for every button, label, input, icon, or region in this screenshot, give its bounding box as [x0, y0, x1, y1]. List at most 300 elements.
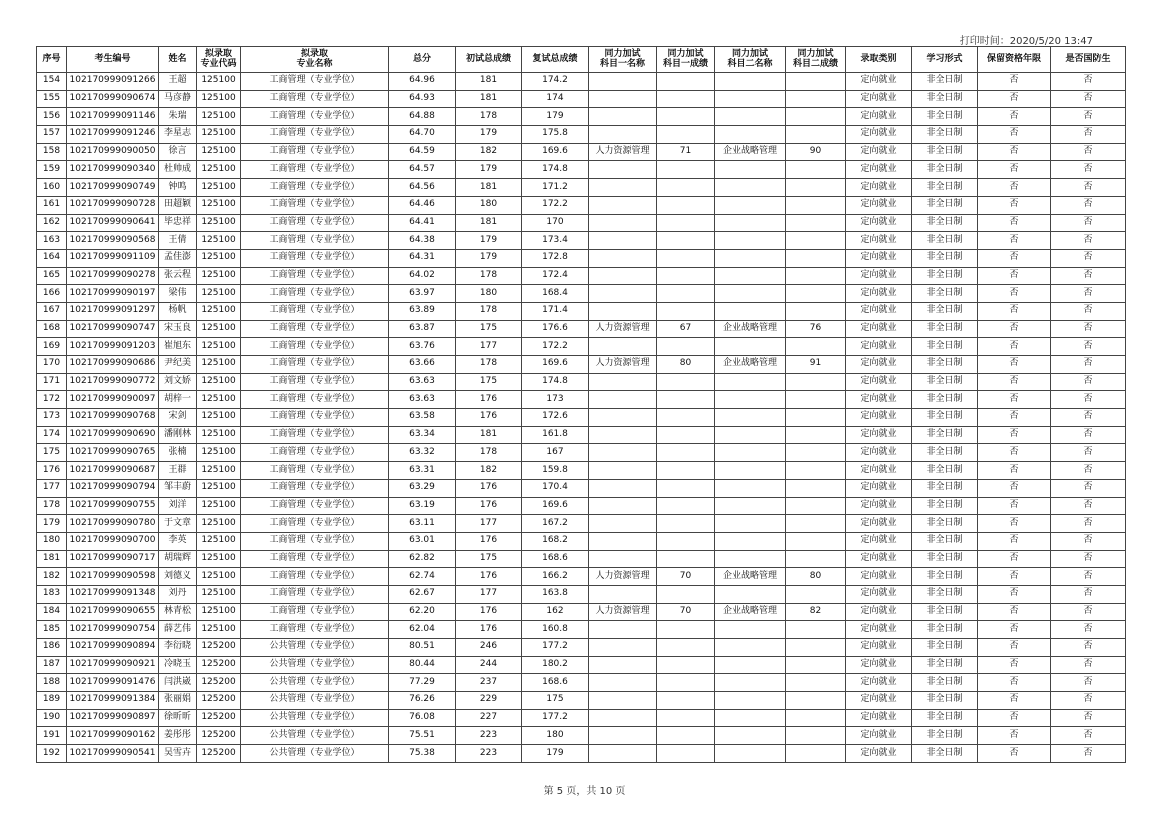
table-cell: 非全日制	[912, 285, 978, 303]
table-cell	[715, 179, 786, 197]
table-cell: 125100	[197, 585, 241, 603]
table-cell: 定向就业	[846, 532, 912, 550]
table-cell: 张楠	[159, 444, 197, 462]
table-cell: 非全日制	[912, 497, 978, 515]
table-cell: 180	[522, 727, 589, 745]
table-cell	[786, 161, 846, 179]
table-cell	[786, 426, 846, 444]
table-cell	[786, 621, 846, 639]
table-cell	[657, 161, 715, 179]
table-cell: 168	[37, 320, 67, 338]
table-cell: 定向就业	[846, 550, 912, 568]
table-cell	[657, 232, 715, 250]
table-cell: 102170999091384	[67, 692, 159, 710]
table-cell	[657, 108, 715, 126]
table-cell: 162	[522, 603, 589, 621]
table-row	[37, 196, 1126, 214]
table-cell: 定向就业	[846, 621, 912, 639]
table-cell	[715, 338, 786, 356]
table-cell: 64.38	[389, 232, 456, 250]
table-cell: 102170999090768	[67, 409, 159, 427]
table-cell: 244	[456, 656, 522, 674]
table-cell: 定向就业	[846, 426, 912, 444]
table-cell: 非全日制	[912, 444, 978, 462]
table-cell: 非全日制	[912, 161, 978, 179]
table-row	[37, 656, 1126, 674]
table-cell: 64.70	[389, 126, 456, 144]
table-cell: 180	[456, 285, 522, 303]
table-cell: 定向就业	[846, 603, 912, 621]
table-cell: 125100	[197, 391, 241, 409]
table-cell: 否	[978, 426, 1051, 444]
table-cell: 125100	[197, 302, 241, 320]
table-cell: 176	[456, 621, 522, 639]
table-cell: 102170999090894	[67, 639, 159, 657]
table-cell: 102170999090772	[67, 373, 159, 391]
table-cell	[786, 338, 846, 356]
table-cell: 76.08	[389, 709, 456, 727]
table-cell: 125100	[197, 90, 241, 108]
table-cell	[589, 126, 657, 144]
table-cell: 125100	[197, 126, 241, 144]
table-cell: 否	[1051, 267, 1126, 285]
table-cell: 定向就业	[846, 479, 912, 497]
table-row	[37, 568, 1126, 586]
header-row	[37, 47, 1126, 73]
table-cell	[657, 532, 715, 550]
table-cell	[589, 232, 657, 250]
table-row	[37, 497, 1126, 515]
table-cell: 168.4	[522, 285, 589, 303]
table-cell: 80	[786, 568, 846, 586]
table-cell: 173.4	[522, 232, 589, 250]
table-row	[37, 409, 1126, 427]
table-cell: 167.2	[522, 515, 589, 533]
table-cell	[786, 639, 846, 657]
table-cell: 159	[37, 161, 67, 179]
table-cell	[715, 532, 786, 550]
print-time: 打印时间：2020/5/20 13:47	[959, 36, 1093, 47]
table-cell: 102170999091146	[67, 108, 159, 126]
table-cell	[715, 727, 786, 745]
table-cell	[715, 462, 786, 480]
table-row	[37, 214, 1126, 232]
table-cell: 定向就业	[846, 108, 912, 126]
table-cell: 172.2	[522, 196, 589, 214]
table-cell: 179	[456, 126, 522, 144]
table-cell: 67	[657, 320, 715, 338]
table-cell: 工商管理（专业学位）	[241, 621, 389, 639]
column-header: 同力加试 科目二成绩	[786, 47, 846, 73]
table-row	[37, 585, 1126, 603]
table-cell	[657, 179, 715, 197]
table-cell: 工商管理（专业学位）	[241, 126, 389, 144]
table-cell	[657, 214, 715, 232]
table-cell: 否	[1051, 302, 1126, 320]
table-cell	[589, 179, 657, 197]
table-cell: 否	[978, 532, 1051, 550]
table-cell: 91	[786, 356, 846, 374]
table-cell	[657, 126, 715, 144]
table-cell	[786, 232, 846, 250]
table-cell: 125100	[197, 444, 241, 462]
table-cell: 工商管理（专业学位）	[241, 391, 389, 409]
table-cell: 125100	[197, 338, 241, 356]
table-cell: 102170999091203	[67, 338, 159, 356]
table-cell: 184	[37, 603, 67, 621]
table-cell	[786, 108, 846, 126]
table-cell: 非全日制	[912, 302, 978, 320]
table-cell: 82	[786, 603, 846, 621]
table-cell: 定向就业	[846, 444, 912, 462]
table-cell: 非全日制	[912, 108, 978, 126]
table-cell	[715, 426, 786, 444]
table-cell: 229	[456, 692, 522, 710]
table-cell: 170	[522, 214, 589, 232]
table-cell: 刘文娇	[159, 373, 197, 391]
table-cell: 176	[456, 497, 522, 515]
table-cell: 非全日制	[912, 621, 978, 639]
table-cell: 否	[1051, 585, 1126, 603]
table-cell: 178	[37, 497, 67, 515]
table-cell: 181	[456, 73, 522, 91]
table-cell	[657, 373, 715, 391]
table-cell	[715, 161, 786, 179]
column-header: 是否国防生	[1051, 47, 1126, 73]
table-cell: 102170999090097	[67, 391, 159, 409]
table-row	[37, 73, 1126, 91]
table-row	[37, 479, 1126, 497]
table-cell	[589, 585, 657, 603]
table-cell: 邹丰蔚	[159, 479, 197, 497]
table-cell: 非全日制	[912, 603, 978, 621]
table-cell: 188	[37, 674, 67, 692]
table-cell: 125200	[197, 639, 241, 657]
table-cell	[589, 302, 657, 320]
table-cell: 176	[456, 479, 522, 497]
table-cell: 102170999090921	[67, 656, 159, 674]
table-cell	[589, 285, 657, 303]
table-cell: 102170999090690	[67, 426, 159, 444]
table-cell	[589, 90, 657, 108]
table-cell: 64.41	[389, 214, 456, 232]
table-cell: 工商管理（专业学位）	[241, 532, 389, 550]
table-row	[37, 302, 1126, 320]
table-cell: 否	[978, 126, 1051, 144]
table-cell: 非全日制	[912, 126, 978, 144]
table-cell	[715, 656, 786, 674]
column-header: 初试总成绩	[456, 47, 522, 73]
table-cell	[657, 515, 715, 533]
table-cell	[786, 90, 846, 108]
table-cell: 125100	[197, 249, 241, 267]
table-cell: 宋剑	[159, 409, 197, 427]
table-cell	[657, 338, 715, 356]
table-cell	[657, 727, 715, 745]
table-cell	[715, 692, 786, 710]
table-cell: 否	[1051, 497, 1126, 515]
table-cell	[715, 444, 786, 462]
table-cell	[715, 126, 786, 144]
table-cell: 定向就业	[846, 232, 912, 250]
table-cell: 63.34	[389, 426, 456, 444]
table-cell: 223	[456, 745, 522, 763]
table-cell: 80	[657, 356, 715, 374]
table-cell: 167	[522, 444, 589, 462]
table-cell: 工商管理（专业学位）	[241, 338, 389, 356]
table-cell: 徐言	[159, 143, 197, 161]
table-cell: 吴雪卉	[159, 745, 197, 763]
table-cell: 否	[978, 356, 1051, 374]
table-cell: 177	[456, 585, 522, 603]
table-cell: 否	[1051, 674, 1126, 692]
table-cell: 63.31	[389, 462, 456, 480]
table-cell: 定向就业	[846, 497, 912, 515]
table-cell: 163	[37, 232, 67, 250]
table-cell: 定向就业	[846, 515, 912, 533]
table-cell: 非全日制	[912, 338, 978, 356]
table-cell: 102170999090340	[67, 161, 159, 179]
table-cell: 工商管理（专业学位）	[241, 179, 389, 197]
table-cell: 否	[1051, 143, 1126, 161]
table-cell: 173	[522, 391, 589, 409]
table-cell: 102170999090717	[67, 550, 159, 568]
table-cell	[589, 409, 657, 427]
table-cell: 174.2	[522, 73, 589, 91]
table-cell: 182	[37, 568, 67, 586]
table-cell: 工商管理（专业学位）	[241, 462, 389, 480]
table-cell: 102170999090278	[67, 267, 159, 285]
table-cell: 180	[456, 196, 522, 214]
table-cell	[657, 285, 715, 303]
table-cell	[786, 515, 846, 533]
table-cell	[657, 709, 715, 727]
table-row	[37, 356, 1126, 374]
table-cell: 否	[978, 639, 1051, 657]
column-header: 姓名	[159, 47, 197, 73]
table-cell: 64.46	[389, 196, 456, 214]
page-footer: 第 5 页，共 10 页	[543, 786, 626, 797]
table-row	[37, 603, 1126, 621]
table-cell: 90	[786, 143, 846, 161]
table-cell: 非全日制	[912, 409, 978, 427]
table-cell	[715, 108, 786, 126]
table-cell	[786, 249, 846, 267]
table-cell: 64.56	[389, 179, 456, 197]
table-cell: 企业战略管理	[715, 568, 786, 586]
table-cell: 175	[522, 692, 589, 710]
table-cell: 王群	[159, 462, 197, 480]
table-cell: 工商管理（专业学位）	[241, 108, 389, 126]
table-cell: 125200	[197, 692, 241, 710]
table-cell: 工商管理（专业学位）	[241, 444, 389, 462]
table-cell: 63.89	[389, 302, 456, 320]
table-cell: 175	[456, 320, 522, 338]
table-cell	[786, 444, 846, 462]
table-cell: 175.8	[522, 126, 589, 144]
table-row	[37, 108, 1126, 126]
table-cell: 非全日制	[912, 479, 978, 497]
table-cell: 63.01	[389, 532, 456, 550]
table-cell: 125100	[197, 550, 241, 568]
table-cell: 否	[1051, 196, 1126, 214]
table-cell: 非全日制	[912, 709, 978, 727]
table-cell: 人力资源管理	[589, 568, 657, 586]
table-cell: 185	[37, 621, 67, 639]
table-cell: 63.19	[389, 497, 456, 515]
table-cell: 工商管理（专业学位）	[241, 515, 389, 533]
table-cell: 工商管理（专业学位）	[241, 285, 389, 303]
table-cell: 杨帆	[159, 302, 197, 320]
table-cell	[715, 373, 786, 391]
table-cell: 否	[1051, 621, 1126, 639]
table-cell: 163.8	[522, 585, 589, 603]
table-cell: 工商管理（专业学位）	[241, 302, 389, 320]
table-cell: 125100	[197, 568, 241, 586]
table-cell: 179	[522, 745, 589, 763]
table-cell: 工商管理（专业学位）	[241, 161, 389, 179]
table-cell: 181	[456, 179, 522, 197]
table-cell: 定向就业	[846, 462, 912, 480]
table-cell: 否	[978, 179, 1051, 197]
table-cell: 62.82	[389, 550, 456, 568]
table-cell: 否	[1051, 356, 1126, 374]
table-cell	[657, 196, 715, 214]
table-cell	[715, 479, 786, 497]
table-cell: 125100	[197, 603, 241, 621]
table-cell: 否	[978, 444, 1051, 462]
table-cell: 非全日制	[912, 727, 978, 745]
table-cell: 公共管理（专业学位）	[241, 709, 389, 727]
table-cell	[589, 674, 657, 692]
table-cell: 否	[978, 73, 1051, 91]
table-cell: 177.2	[522, 639, 589, 657]
table-cell: 工商管理（专业学位）	[241, 320, 389, 338]
table-cell: 刘洋	[159, 497, 197, 515]
table-cell: 否	[978, 90, 1051, 108]
table-cell: 否	[978, 267, 1051, 285]
table-cell: 胡梓一	[159, 391, 197, 409]
table-cell: 159.8	[522, 462, 589, 480]
table-cell: 102170999090568	[67, 232, 159, 250]
table-cell: 否	[978, 161, 1051, 179]
table-cell: 167	[37, 302, 67, 320]
table-cell	[786, 126, 846, 144]
table-cell: 梁伟	[159, 285, 197, 303]
table-cell: 非全日制	[912, 267, 978, 285]
table-cell: 非全日制	[912, 196, 978, 214]
table-cell	[657, 479, 715, 497]
table-cell: 非全日制	[912, 745, 978, 763]
table-cell: 189	[37, 692, 67, 710]
table-cell: 否	[1051, 479, 1126, 497]
table-cell: 171.4	[522, 302, 589, 320]
table-cell	[657, 73, 715, 91]
table-cell: 工商管理（专业学位）	[241, 73, 389, 91]
table-cell: 林青松	[159, 603, 197, 621]
table-cell: 64.93	[389, 90, 456, 108]
table-row	[37, 426, 1126, 444]
table-cell: 102170999091246	[67, 126, 159, 144]
table-cell: 工商管理（专业学位）	[241, 196, 389, 214]
table-cell: 非全日制	[912, 585, 978, 603]
table-cell	[657, 550, 715, 568]
table-cell: 否	[978, 462, 1051, 480]
table-cell: 王倩	[159, 232, 197, 250]
table-cell: 否	[978, 108, 1051, 126]
table-cell: 180	[37, 532, 67, 550]
table-cell: 李英	[159, 532, 197, 550]
table-cell: 102170999091266	[67, 73, 159, 91]
table-cell	[786, 267, 846, 285]
table-cell: 102170999090749	[67, 179, 159, 197]
table-cell: 169.6	[522, 143, 589, 161]
table-cell	[715, 391, 786, 409]
table-cell: 人力资源管理	[589, 356, 657, 374]
table-cell: 62.04	[389, 621, 456, 639]
table-cell: 公共管理（专业学位）	[241, 656, 389, 674]
table-cell: 165	[37, 267, 67, 285]
table-cell: 180.2	[522, 656, 589, 674]
table-cell: 125100	[197, 356, 241, 374]
table-cell: 公共管理（专业学位）	[241, 674, 389, 692]
table-cell: 公共管理（专业学位）	[241, 745, 389, 763]
table-cell: 定向就业	[846, 585, 912, 603]
table-cell: 182	[456, 143, 522, 161]
table-cell: 102170999090686	[67, 356, 159, 374]
table-cell: 否	[1051, 391, 1126, 409]
table-cell: 工商管理（专业学位）	[241, 603, 389, 621]
table-cell: 非全日制	[912, 639, 978, 657]
table-cell: 174.8	[522, 161, 589, 179]
table-cell: 定向就业	[846, 267, 912, 285]
table-cell: 77.29	[389, 674, 456, 692]
table-cell: 非全日制	[912, 232, 978, 250]
table-cell: 102170999090655	[67, 603, 159, 621]
table-cell: 定向就业	[846, 179, 912, 197]
table-cell: 176	[37, 462, 67, 480]
table-cell: 否	[978, 391, 1051, 409]
table-row	[37, 515, 1126, 533]
table-cell: 174	[522, 90, 589, 108]
table-cell	[589, 532, 657, 550]
table-cell: 非全日制	[912, 462, 978, 480]
table-row	[37, 550, 1126, 568]
table-cell	[589, 709, 657, 727]
table-cell: 125100	[197, 161, 241, 179]
table-cell: 姜彤彤	[159, 727, 197, 745]
table-cell: 125100	[197, 479, 241, 497]
table-cell: 工商管理（专业学位）	[241, 232, 389, 250]
table-cell: 102170999091109	[67, 249, 159, 267]
table-cell: 175	[37, 444, 67, 462]
table-cell: 定向就业	[846, 249, 912, 267]
table-cell: 否	[1051, 745, 1126, 763]
table-cell: 胡瑞辉	[159, 550, 197, 568]
table-cell: 169	[37, 338, 67, 356]
table-cell: 人力资源管理	[589, 603, 657, 621]
table-cell: 否	[1051, 709, 1126, 727]
table-cell: 178	[456, 444, 522, 462]
column-header: 录取类别	[846, 47, 912, 73]
table-cell: 定向就业	[846, 338, 912, 356]
table-cell: 186	[37, 639, 67, 657]
table-cell: 否	[978, 373, 1051, 391]
table-cell: 非全日制	[912, 656, 978, 674]
column-header: 学习形式	[912, 47, 978, 73]
table-cell: 否	[1051, 320, 1126, 338]
table-cell: 172	[37, 391, 67, 409]
